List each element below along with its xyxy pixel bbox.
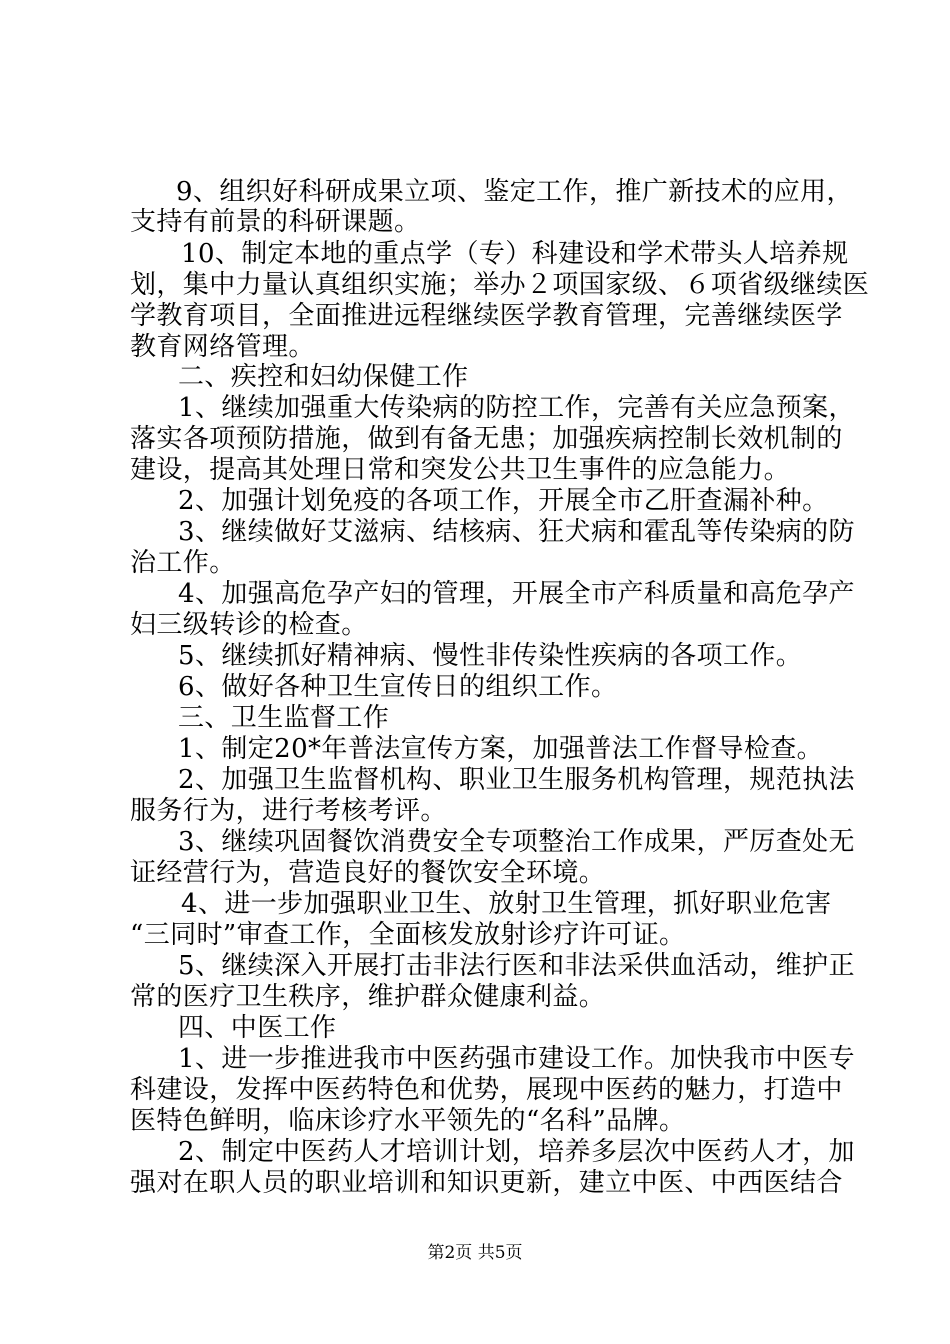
text-line: “三同时”审查工作，全面核发放射诊疗许可证。 (130, 920, 686, 950)
page-number-footer: 第2页 共5页 (427, 1243, 523, 1263)
text-line: 学教育项目，全面推进远程继续医学教育管理，完善继续医学 (130, 301, 843, 331)
text-line: 6、做好各种卫生宣传日的组织工作。 (178, 672, 618, 702)
text-line: 9、组织好科研成果立项、鉴定工作，推广新技术的应用， (176, 177, 853, 207)
text-line: 建设，提高其处理日常和突发公共卫生事件的应急能力。 (130, 455, 791, 485)
text-line: 4、进一步加强职业卫生、放射卫生管理，抓好职业危害 (181, 889, 832, 919)
text-line: 划，集中力量认真组织实施；举办２项国家级、６项省级继续医 (130, 270, 870, 300)
text-line: 证经营行为，营造良好的餐饮安全环境。 (130, 858, 606, 888)
text-line: 医特色鲜明，临床诊疗水平领先的“名科”品牌。 (130, 1106, 686, 1136)
section-heading: 四、中医工作 (178, 1013, 337, 1043)
text-line: 支持有前景的科研课题。 (130, 207, 421, 237)
section-heading: 三、卫生监督工作 (178, 703, 390, 733)
text-line: 落实各项预防措施，做到有备无患；加强疾病控制长效机制的 (130, 424, 843, 454)
text-line: 治工作。 (130, 548, 236, 578)
text-line: 常的医疗卫生秩序，维护群众健康利益。 (130, 982, 606, 1012)
text-line: 2、加强卫生监督机构、职业卫生服务机构管理，规范执法 (178, 765, 855, 795)
text-line: 10、制定本地的重点学（专）科建设和学术带头人培养规 (181, 239, 849, 269)
text-line: 教育网络管理。 (130, 332, 315, 362)
text-line: 3、继续做好艾滋病、结核病、狂犬病和霍乱等传染病的防 (178, 517, 855, 547)
text-line: 科建设，发挥中医药特色和优势，展现中医药的魅力，打造中 (130, 1075, 843, 1105)
section-heading: 二、疾控和妇幼保健工作 (178, 362, 469, 392)
text-line: 1、制定20*年普法宣传方案，加强普法工作督导检查。 (178, 734, 824, 764)
text-line: 4、加强高危孕产妇的管理，开展全市产科质量和高危孕产 (178, 579, 855, 609)
text-line: 3、继续巩固餐饮消费安全专项整治工作成果，严厉查处无 (178, 827, 855, 857)
text-line: 1、继续加强重大传染病的防控工作，完善有关应急预案， (178, 393, 855, 423)
text-line: 5、继续抓好精神病、慢性非传染性疾病的各项工作。 (178, 641, 803, 671)
text-line: 强对在职人员的职业培训和知识更新，建立中医、中西医结合 (130, 1168, 843, 1198)
text-line: 服务行为，进行考核考评。 (130, 796, 447, 826)
text-line: 2、制定中医药人才培训计划，培养多层次中医药人才，加 (178, 1137, 855, 1167)
text-line: 1、进一步推进我市中医药强市建设工作。加快我市中医专 (178, 1044, 855, 1074)
text-line: 2、加强计划免疫的各项工作，开展全市乙肝查漏补种。 (178, 486, 829, 516)
text-line: 妇三级转诊的检查。 (130, 610, 368, 640)
text-line: 5、继续深入开展打击非法行医和非法采供血活动，维护正 (178, 951, 855, 981)
